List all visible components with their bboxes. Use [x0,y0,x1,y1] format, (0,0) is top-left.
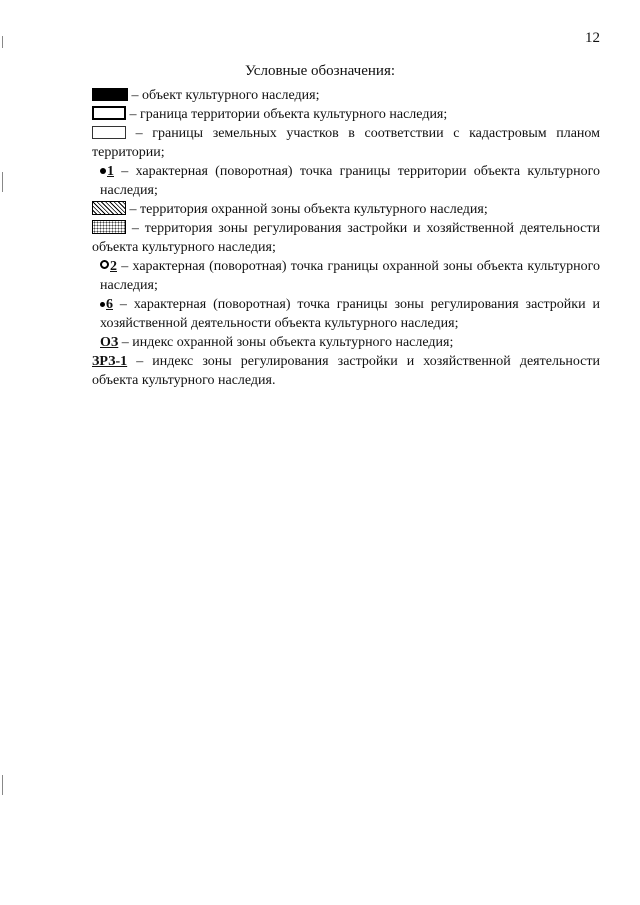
legend-text: – индекс охранной зоны объекта культурного наследия; [118,335,454,350]
legend-text: – объект культурного наследия; [128,88,320,103]
legend-text: – границы земельных участков в соответствии с кадастровым планом территории; [92,126,600,160]
filled-rectangle-icon [92,88,128,101]
index-label: ЗРЗ-1 [92,354,128,369]
scan-edge-mid [2,172,3,192]
legend-entry-protection-point [92,257,600,295]
legend-entry-protection-zone [92,200,600,219]
legend [92,86,600,390]
legend-text: – характерная (поворотная) точка границы охранной зоны объекта культурного наследия; [100,259,600,293]
legend-entry-territory-point [92,162,600,200]
legend-text: – территория охранной зоны объекта культурного наследия; [126,202,488,217]
legend-entry-territory-boundary [92,105,600,124]
legend-text: – характерная (поворотная) точка границы зоны регулирования застройки и хозяйственной деятельности объекта культурного наследия; [100,297,600,331]
legend-entry-regulation-point [92,295,600,333]
point-number-label: 6 [106,297,113,312]
scan-edge-top [2,36,3,48]
legend-text: – характерная (поворотная) точка границы территории объекта культурного наследия; [100,164,600,198]
point-number-label: 2 [110,259,117,274]
legend-text: – граница территории объекта культурного наследия; [126,107,448,122]
small-dot-icon [100,302,105,307]
ring-dot-icon [100,260,109,269]
legend-entry-cadastral-boundary [92,124,600,162]
index-label: ОЗ [100,335,119,350]
legend-entry-heritage-object [92,86,600,105]
outlined-rectangle-icon [92,106,126,120]
legend-entry-protection-index [92,333,600,352]
legend-entry-regulation-index [92,352,600,390]
point-number-label: 1 [107,164,114,179]
scan-edge-bottom [2,775,3,795]
page-number: 12 [585,30,600,46]
legend-text: – территория зоны регулирования застройки и хозяйственной деятельности объекта культурного наследия; [92,221,600,255]
legend-text: – индекс зоны регулирования застройки и хозяйственной деятельности объекта культурного наследия. [92,354,600,388]
hatched-rectangle-icon [92,201,126,215]
filled-dot-icon [100,168,106,174]
dotted-rectangle-icon [92,220,126,234]
legend-heading: Условные обозначения: [244,63,396,79]
legend-entry-regulation-zone [92,219,600,257]
thin-rectangle-icon [92,126,126,139]
